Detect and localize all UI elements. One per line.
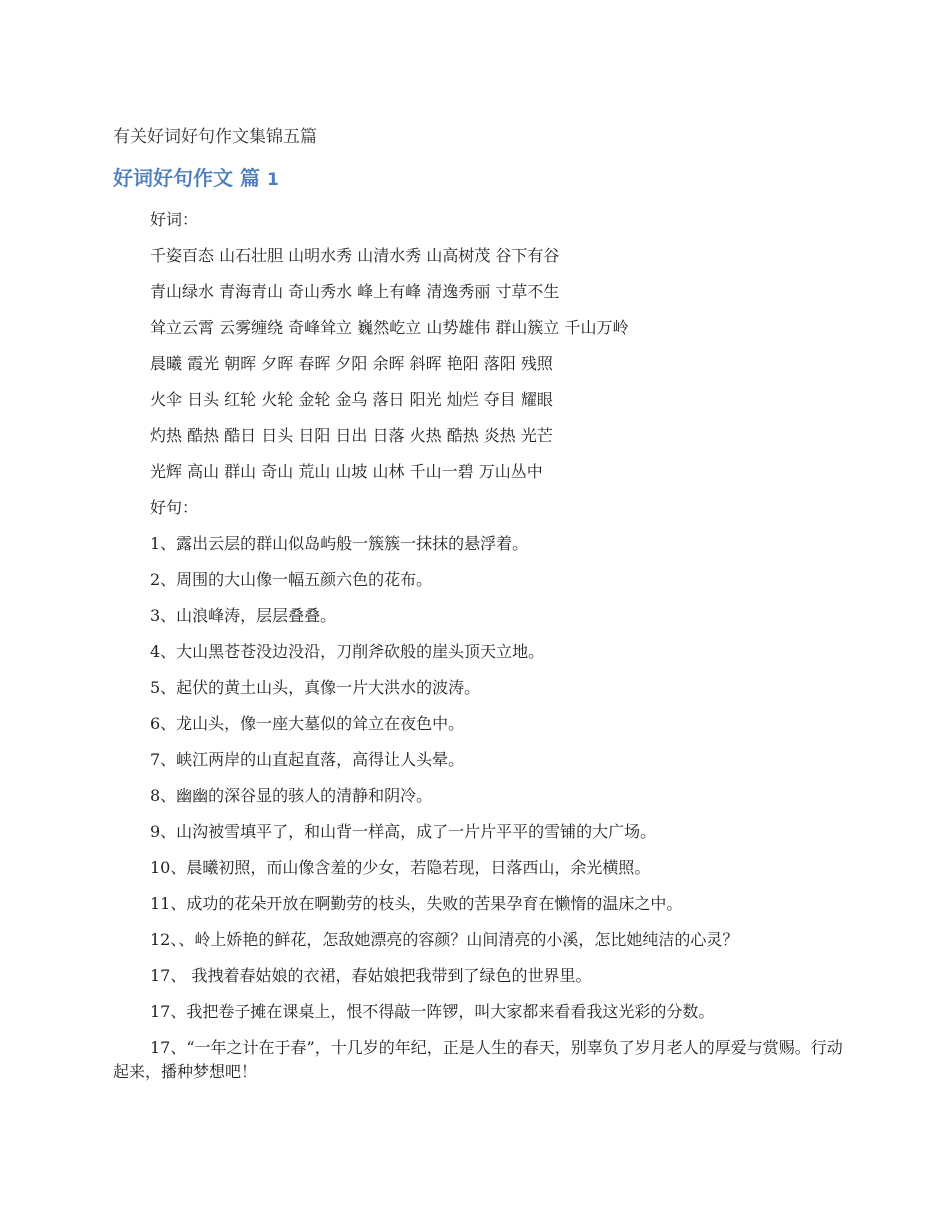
- good-sentence: 5、起伏的黄土山头，真像一片大洪水的波涛。: [150, 678, 481, 697]
- good-sentence: 11、成功的花朵开放在啊勤劳的枝头，失败的苦果孕育在懒惰的温床之中。: [150, 894, 683, 913]
- good-words-list: [113, 238, 843, 490]
- good-words-line: 青山绿水 青海青山 奇山秀水 峰上有峰 清逸秀丽 寸草不生: [150, 282, 560, 301]
- good-sentence: 3、山浪峰涛，层层叠叠。: [150, 606, 337, 625]
- good-words-line: 光辉 高山 群山 奇山 荒山 山坡 山林 千山一碧 万山丛中: [150, 462, 543, 481]
- good-sentence: 17、“一年之计在于春”，十几岁的年纪，正是人生的春天，别辜负了岁月老人的厚爱与赏赐。行动起来，播种梦想吧！: [113, 1038, 843, 1081]
- section-heading-number: 1: [266, 170, 279, 190]
- good-sentence: 2、周围的大山像一幅五颜六色的花布。: [150, 570, 433, 589]
- good-words-line: 灼热 酷热 酷日 日头 日阳 日出 日落 火热 酷热 炎热 光芒: [150, 426, 553, 445]
- good-words-line: 耸立云霄 云雾缠绕 奇峰耸立 巍然屹立 山势雄伟 群山簇立 千山万岭: [150, 318, 629, 337]
- good-sentence: 1、露出云层的群山似岛屿般一簇簇一抹抹的悬浮着。: [150, 534, 529, 553]
- section-heading: [113, 164, 279, 194]
- section-heading-suffix: 篇: [239, 166, 260, 190]
- good-sentence: 7、峡江两岸的山直起直落，高得让人头晕。: [150, 750, 465, 769]
- document-title: 有关好词好句作文集锦五篇: [113, 127, 317, 147]
- good-sentence: 12、、岭上娇艳的鲜花，怎敌她漂亮的容颜？山间清亮的小溪，怎比她纯洁的心灵？: [150, 930, 739, 949]
- good-words-line: 晨曦 霞光 朝晖 夕晖 春晖 夕阳 余晖 斜晖 艳阳 落阳 残照: [150, 354, 553, 373]
- good-sentence: 10、晨曦初照，而山像含羞的少女，若隐若现，日落西山，余光横照。: [150, 858, 651, 877]
- article-content: [113, 202, 843, 1090]
- good-sentence: 8、幽幽的深谷显的骇人的清静和阴冷。: [150, 786, 433, 805]
- section-heading-main: 好词好句作文: [113, 166, 233, 190]
- good-sentence: 4、大山黑苍苍没边没沿，刀削斧砍般的崖头顶天立地。: [150, 642, 545, 661]
- good-sentences-list: [113, 526, 843, 1084]
- good-sentence: 17、我把卷子摊在课桌上，恨不得敲一阵锣，叫大家都来看看我这光彩的分数。: [150, 1002, 715, 1021]
- good-words-label: 好词：: [150, 210, 199, 229]
- good-sentence: 9、山沟被雪填平了，和山背一样高，成了一片片平平的雪铺的大广场。: [150, 822, 657, 841]
- good-words-line: 火伞 日头 红轮 火轮 金轮 金乌 落日 阳光 灿烂 夺目 耀眼: [150, 390, 553, 409]
- good-sentences-label: 好句：: [150, 498, 199, 517]
- good-words-line: 千姿百态 山石壮胆 山明水秀 山清水秀 山高树茂 谷下有谷: [150, 246, 560, 265]
- good-sentence: 17、 我拽着春姑娘的衣裙，春姑娘把我带到了绿色的世界里。: [150, 966, 592, 985]
- good-sentence: 6、龙山头，像一座大墓似的耸立在夜色中。: [150, 714, 465, 733]
